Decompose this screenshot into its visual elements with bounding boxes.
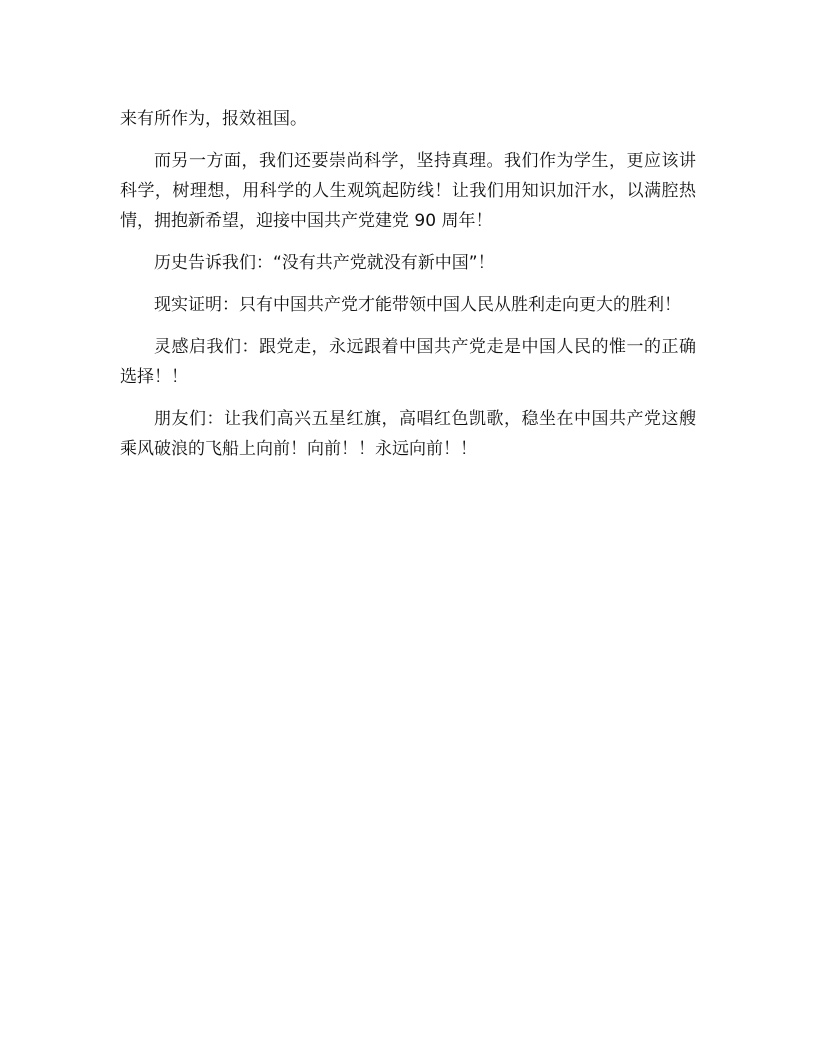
paragraph-reality: 现实证明：只有中国共产党才能带领中国人民从胜利走向更大的胜利！ bbox=[154, 295, 681, 315]
paragraph-science: 而另一方面，我们还要崇尚科学，坚持真理。我们作为学生，更应该讲科学，树理想，用科学的人生观筑起防线！让我们用知识加汗水，以满腔热情，拥抱新希望，迎接中国共产党建党 90 周年！ bbox=[120, 151, 696, 231]
paragraph-continuation: 来有所作为，报效祖国。 bbox=[120, 109, 307, 129]
paragraph-inspiration: 灵感启我们：跟党走，永远跟着中国共产党走是中国人民的惟一的正确选择！！ bbox=[120, 337, 696, 387]
document-body bbox=[120, 104, 696, 476]
paragraph-history: 历史告诉我们：“没有共产党就没有新中国”！ bbox=[154, 253, 495, 273]
paragraph-friends: 朋友们：让我们高兴五星红旗，高唱红色凯歌，稳坐在中国共产党这艘乘风破浪的飞船上向前！向前！！永远向前！！ bbox=[120, 409, 696, 459]
